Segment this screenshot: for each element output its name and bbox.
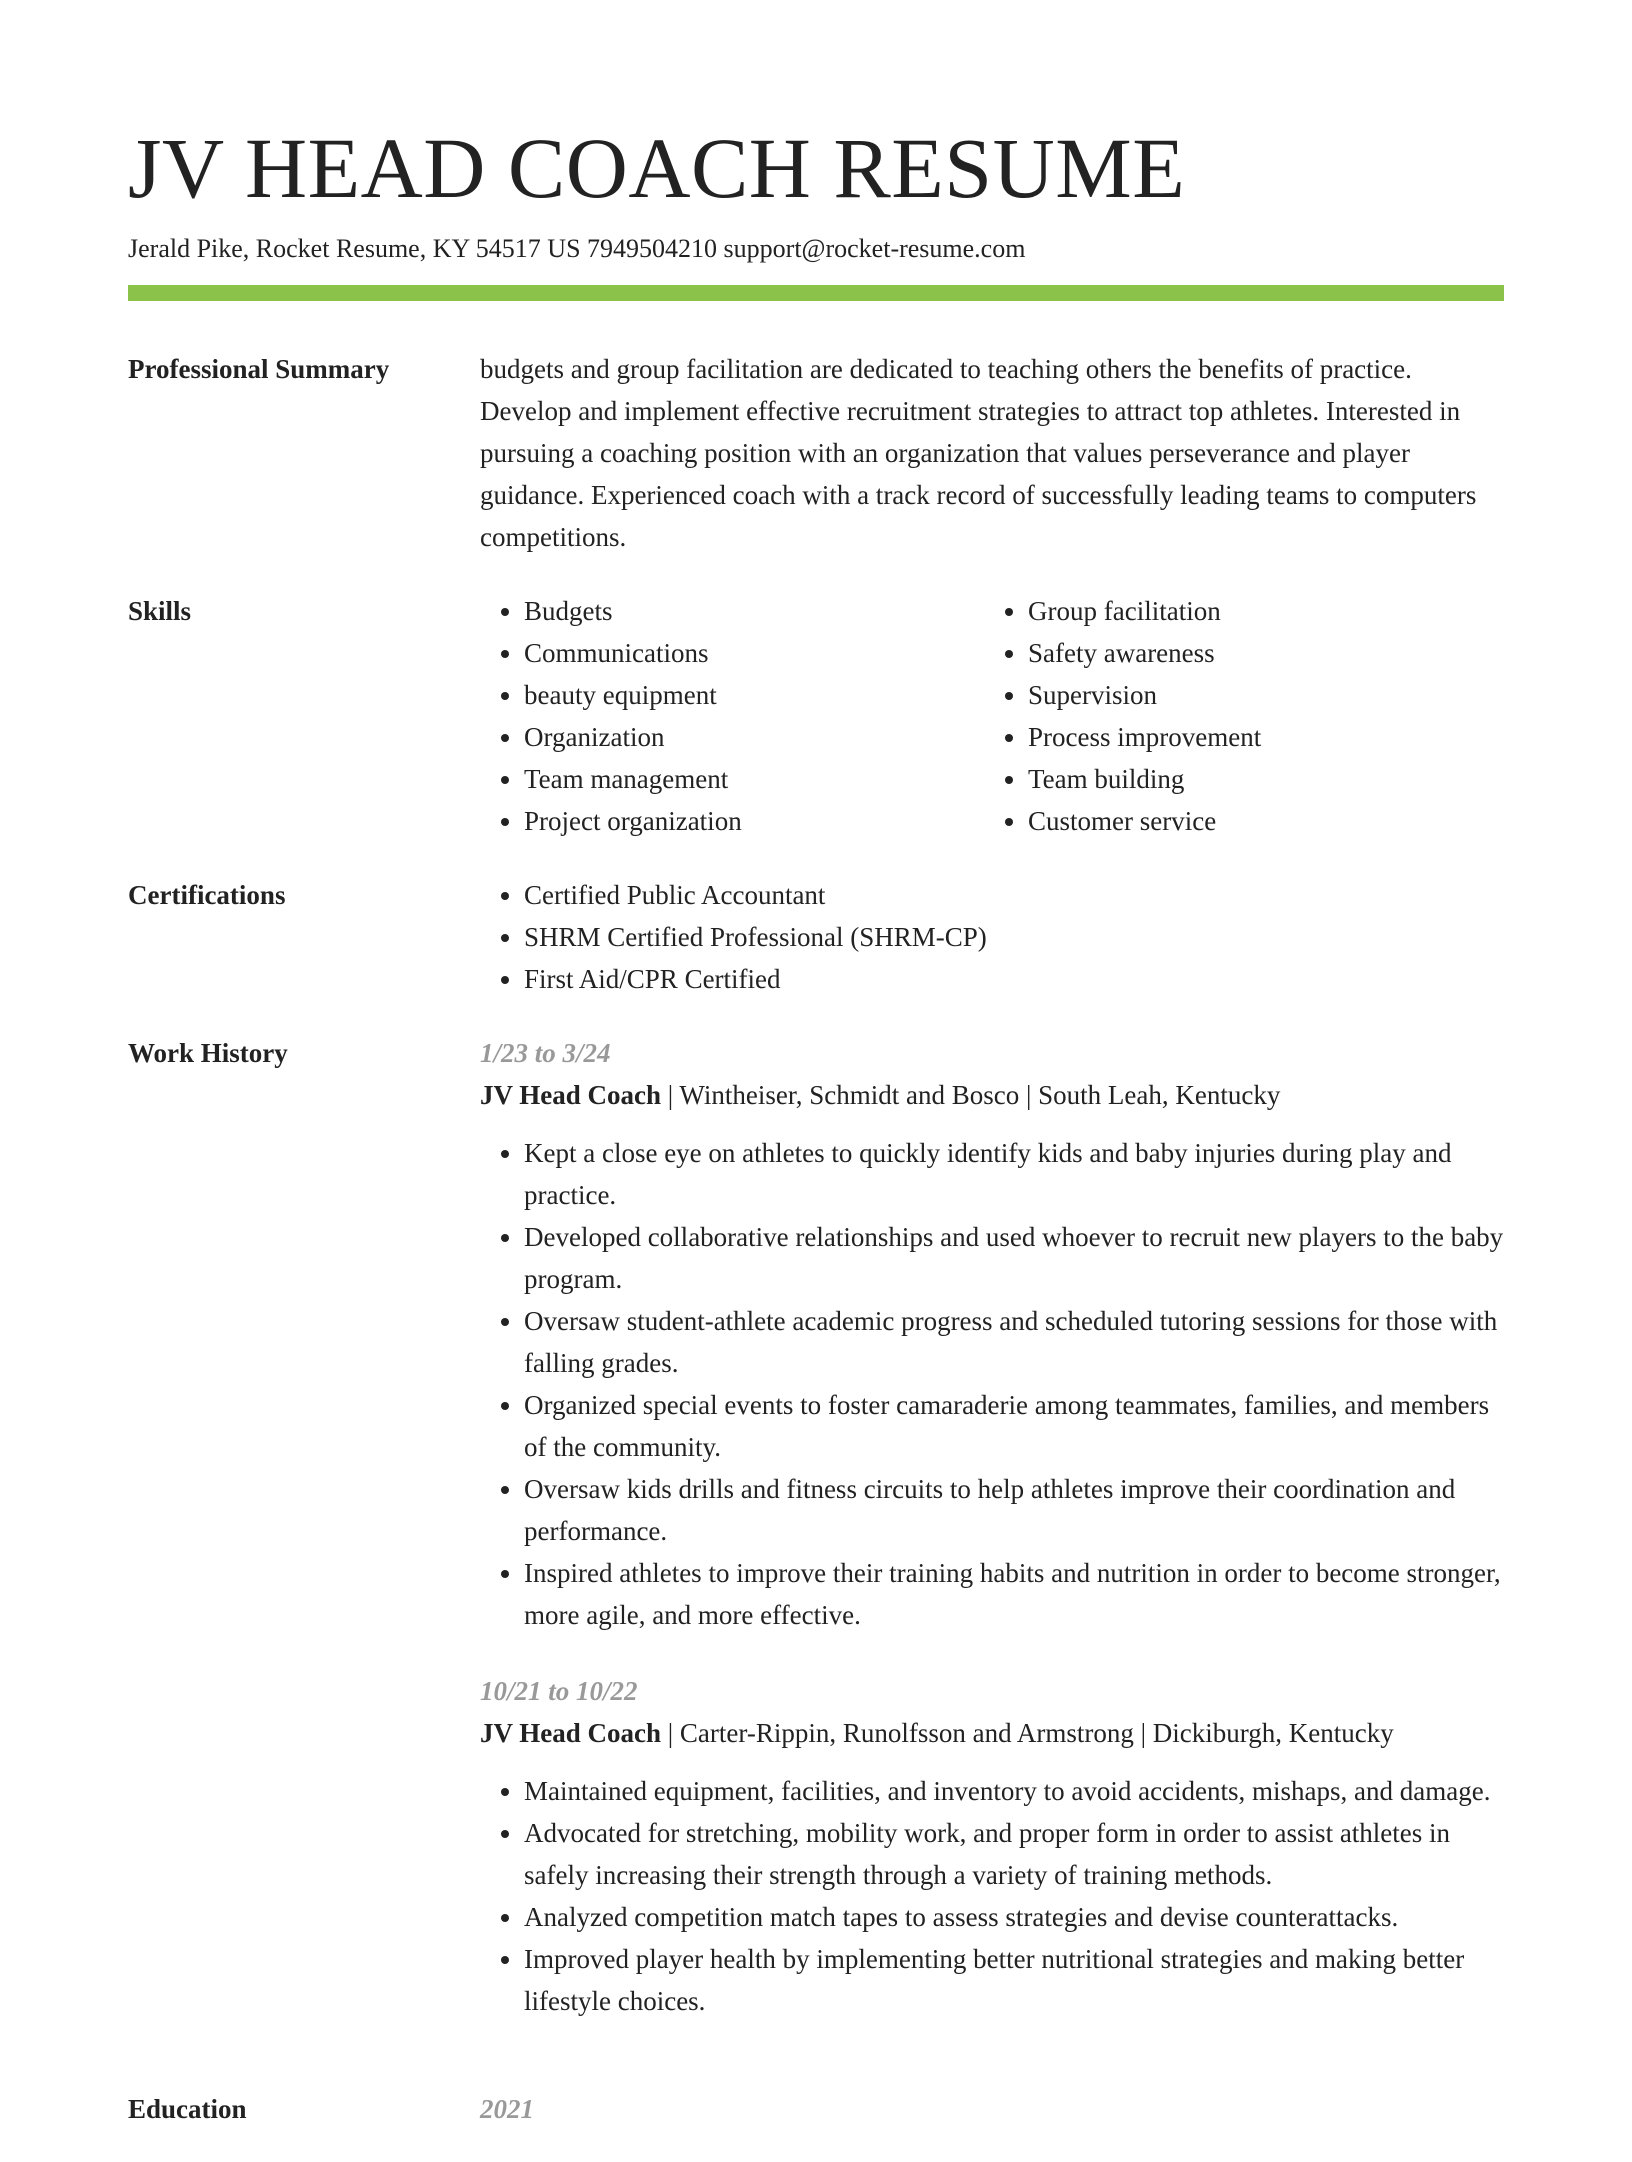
education-date: 2021: [480, 2094, 534, 2124]
job-bullets: [480, 1770, 1504, 2022]
education-section: [128, 2088, 1504, 2130]
certification-item: • First Aid/CPR Certified: [524, 958, 1504, 1000]
job-title: JV Head Coach: [480, 1718, 662, 1748]
skill-item: • Organization: [524, 716, 984, 758]
section-label-summary: Professional Summary: [128, 354, 390, 384]
skills-list-right: [984, 590, 1488, 842]
skills-grid: [480, 590, 1504, 842]
job-title: JV Head Coach: [480, 1080, 662, 1110]
certifications-section: [128, 874, 1504, 1000]
job-bullet: • Kept a close eye on athletes to quickly identify kids and baby injuries during play and practice.: [524, 1132, 1504, 1216]
certification-item: • SHRM Certified Professional (SHRM-CP): [524, 916, 1504, 958]
job-bullet: • Oversaw student-athlete academic progress and scheduled tutoring sessions for those with falling grades.: [524, 1300, 1504, 1384]
skill-item: • Supervision: [1028, 674, 1488, 716]
summary-text: budgets and group facilitation are dedicated to teaching others the benefits of practice. Develop and implement effective recruitment strategies to attract top athletes. Interested in pursuing a coaching position with an organization that values perseverance and player guidance. Experienced coach with a track record of successfully leading teams to computers competitions.: [480, 354, 1477, 552]
skill-item: • Group facilitation: [1028, 590, 1488, 632]
skills-section: [128, 590, 1504, 842]
job-bullet: • Oversaw kids drills and fitness circuits to help athletes improve their coordination and performance.: [524, 1468, 1504, 1552]
professional-summary-section: [128, 348, 1504, 558]
job-dates: 1/23 to 3/24: [480, 1038, 611, 1068]
section-label-certifications: Certifications: [128, 880, 286, 910]
skill-item: • Budgets: [524, 590, 984, 632]
skill-item: • Project organization: [524, 800, 984, 842]
certification-item: • Certified Public Accountant: [524, 874, 1504, 916]
skill-item: • Process improvement: [1028, 716, 1488, 758]
job-bullet: • Analyzed competition match tapes to assess strategies and devise counterattacks.: [524, 1896, 1504, 1938]
skill-item: • beauty equipment: [524, 674, 984, 716]
job-bullet: • Advocated for stretching, mobility work, and proper form in order to assist athletes in safely increasing their strength through a variety of training methods.: [524, 1812, 1504, 1896]
job-bullet: • Inspired athletes to improve their training habits and nutrition in order to become stronger, more agile, and more effective.: [524, 1552, 1504, 1636]
job-bullet: • Improved player health by implementing better nutritional strategies and making better lifestyle choices.: [524, 1938, 1504, 2022]
job-bullets: [480, 1132, 1504, 1636]
job-bullet: • Organized special events to foster camaraderie among teammates, families, and members of the community.: [524, 1384, 1504, 1468]
job-bullet: • Maintained equipment, facilities, and inventory to avoid accidents, mishaps, and damage.: [524, 1770, 1504, 1812]
job-bullet: • Developed collaborative relationships and used whoever to recruit new players to the baby program.: [524, 1216, 1504, 1300]
skill-item: • Safety awareness: [1028, 632, 1488, 674]
job-employer-location: | Carter-Rippin, Runolfsson and Armstrong | Dickiburgh, Kentucky: [661, 1718, 1394, 1748]
job-entry: [480, 1032, 1504, 1636]
section-label-education: Education: [128, 2094, 247, 2124]
skill-item: • Communications: [524, 632, 984, 674]
skill-item: • Team management: [524, 758, 984, 800]
resume-title: JV HEAD COACH RESUME: [128, 120, 1186, 216]
skill-item: • Team building: [1028, 758, 1488, 800]
work-history-section: [128, 1032, 1504, 2056]
header-divider: [128, 285, 1504, 301]
job-entry: [480, 1670, 1504, 2022]
job-dates: 10/21 to 10/22: [480, 1676, 638, 1706]
section-label-skills: Skills: [128, 596, 192, 626]
job-heading: [480, 1074, 1504, 1116]
certifications-list: [480, 874, 1504, 1000]
job-employer-location: | Wintheiser, Schmidt and Bosco | South Leah, Kentucky: [661, 1080, 1281, 1110]
section-label-work-history: Work History: [128, 1038, 288, 1068]
skills-list-left: [480, 590, 984, 842]
contact-line: Jerald Pike, Rocket Resume, KY 54517 US 7949504210 support@rocket-resume.com: [128, 234, 1026, 263]
job-heading: [480, 1712, 1504, 1754]
skill-item: • Customer service: [1028, 800, 1488, 842]
resume-sections: [128, 348, 1504, 2162]
